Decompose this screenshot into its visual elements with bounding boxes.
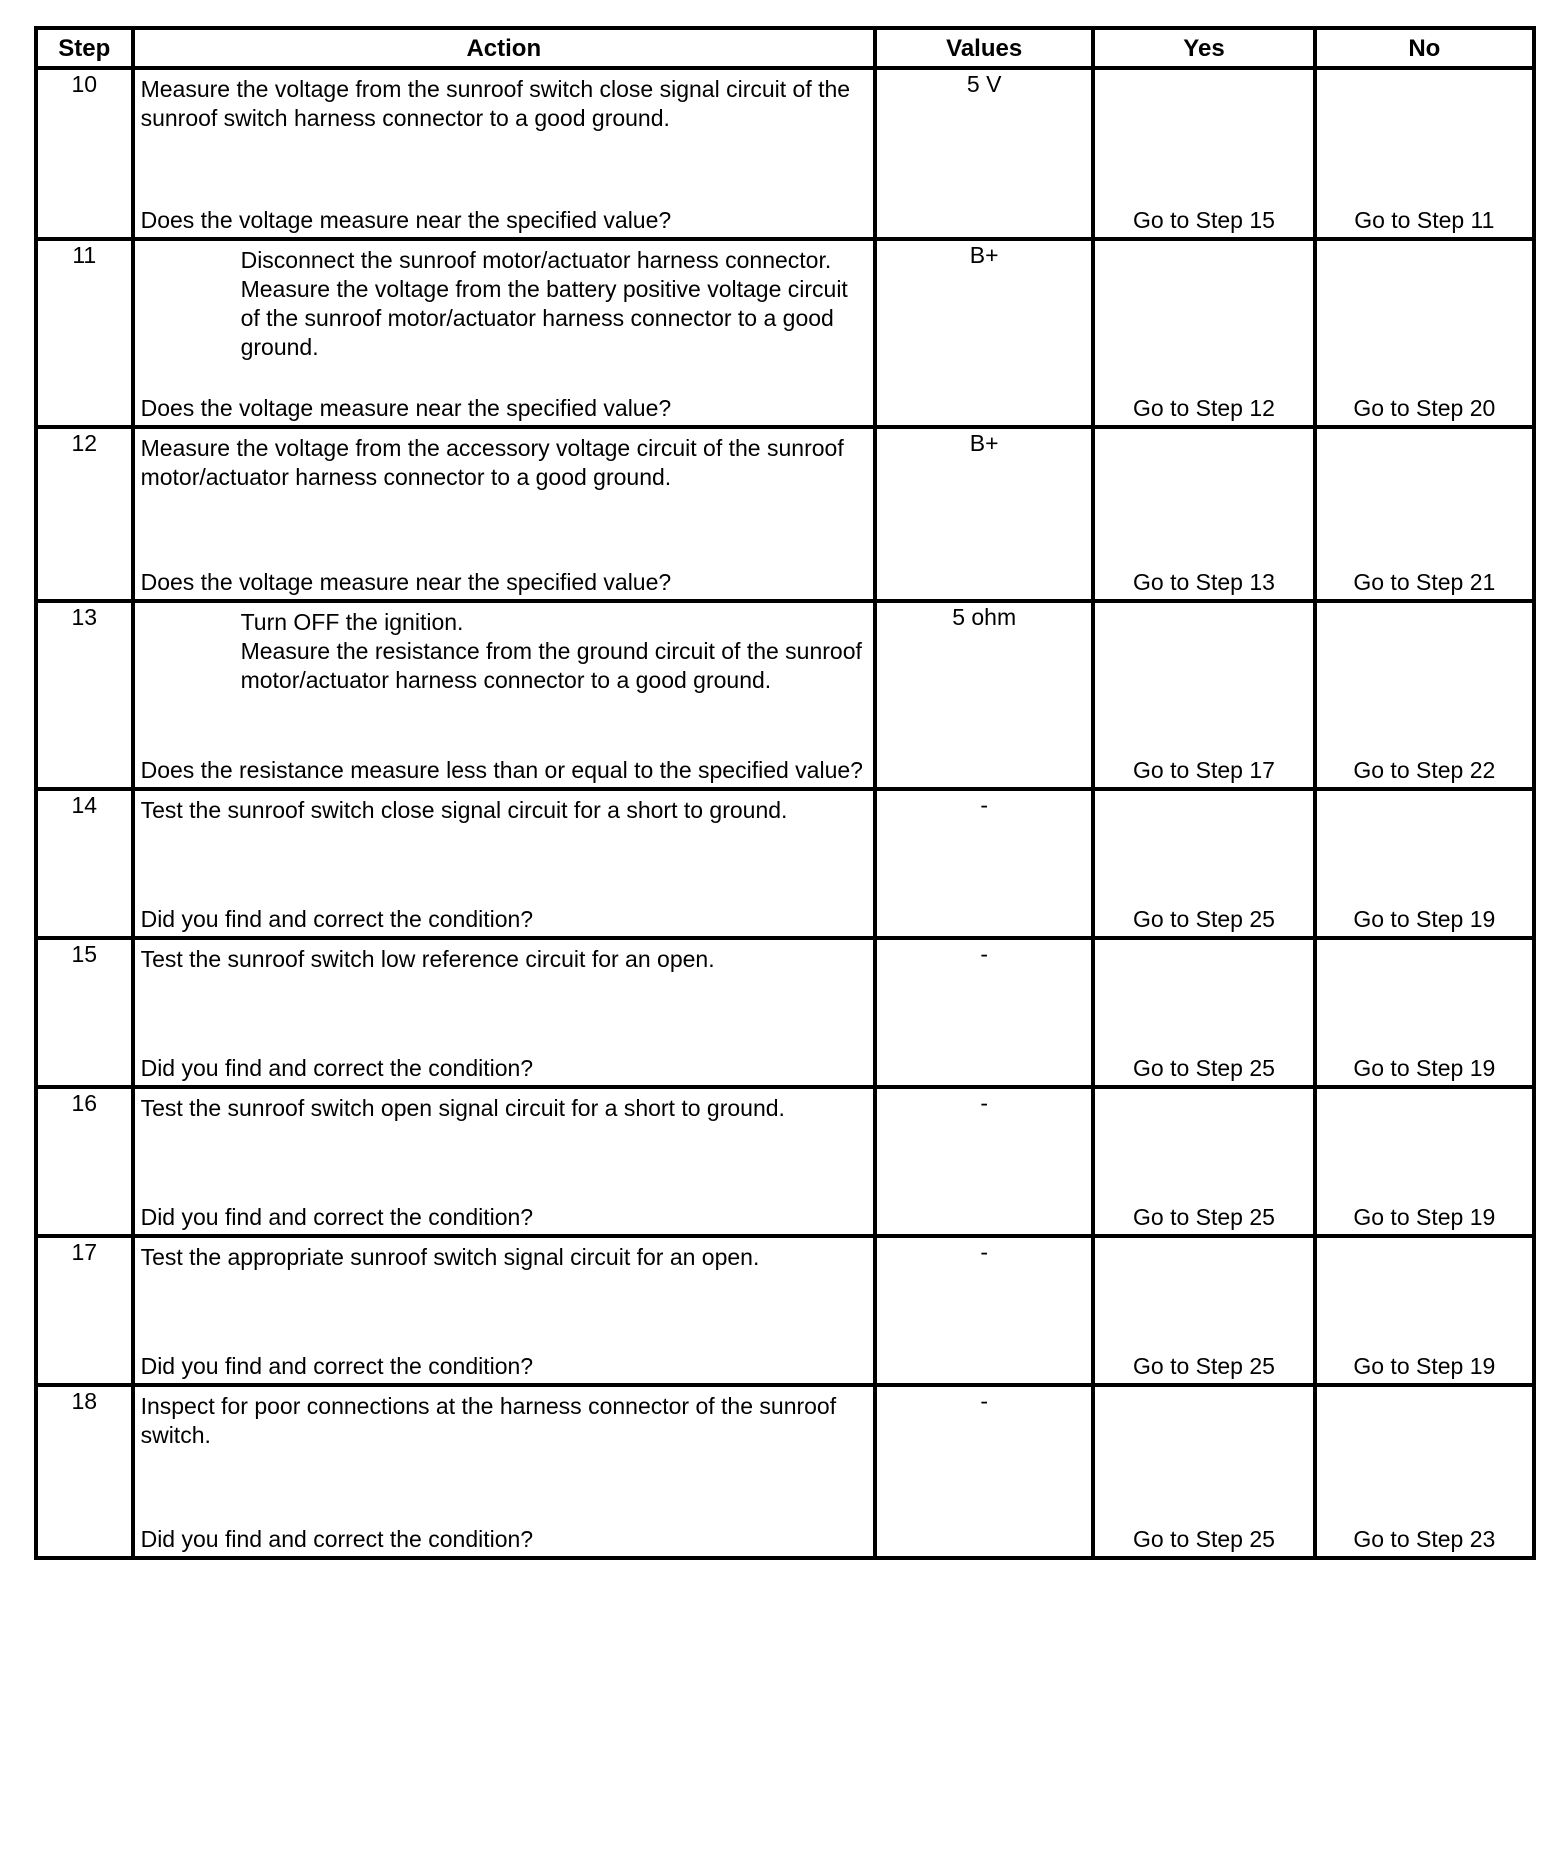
- yes-goto: Go to Step 25: [1133, 1353, 1275, 1379]
- value-cell: 5 V: [875, 68, 1093, 239]
- table-row: [36, 601, 1534, 789]
- table-row: [36, 789, 1534, 938]
- table-row: [36, 1385, 1534, 1558]
- yes-cell: [1093, 1236, 1314, 1385]
- table-row: [36, 1236, 1534, 1385]
- yes-goto: Go to Step 13: [1133, 569, 1275, 595]
- action-text: Measure the voltage from the accessory voltage circuit of the sunroof motor/actuator harness connector to a good ground.: [140, 435, 844, 490]
- table-row: [36, 239, 1534, 427]
- no-cell: [1315, 601, 1534, 789]
- value-cell: -: [875, 1236, 1093, 1385]
- step-number: 10: [36, 68, 133, 239]
- action-cell: [133, 938, 875, 1087]
- yes-cell: [1093, 239, 1314, 427]
- no-cell: [1315, 1236, 1534, 1385]
- no-goto: Go to Step 23: [1353, 1526, 1496, 1552]
- value-cell: 5 ohm: [875, 601, 1093, 789]
- action-text: [135, 241, 873, 362]
- no-goto: Go to Step 19: [1353, 1055, 1496, 1081]
- no-cell: [1315, 1385, 1534, 1558]
- action-text: Test the sunroof switch close signal circuit for a short to ground.: [140, 797, 788, 823]
- yes-goto: Go to Step 25: [1133, 1204, 1275, 1230]
- header-yes: Yes: [1093, 28, 1314, 68]
- action-text: Test the appropriate sunroof switch signal circuit for an open.: [140, 1244, 760, 1270]
- action-line-2: Measure the resistance from the ground circuit of the sunroof motor/actuator harness connector to a good ground.: [240, 638, 862, 693]
- yes-goto: Go to Step 17: [1133, 757, 1275, 783]
- yes-goto: Go to Step 15: [1133, 207, 1275, 233]
- yes-goto: Go to Step 25: [1133, 1055, 1275, 1081]
- value-cell: -: [875, 789, 1093, 938]
- yes-cell: [1093, 68, 1314, 239]
- action-cell: [133, 427, 875, 601]
- action-question: Did you find and correct the condition?: [140, 1353, 534, 1379]
- step-number: 11: [36, 239, 133, 427]
- table-row: [36, 938, 1534, 1087]
- step-number: 18: [36, 1385, 133, 1558]
- action-question: Does the voltage measure near the specified value?: [140, 207, 672, 233]
- header-row: [36, 28, 1534, 68]
- yes-cell: [1093, 789, 1314, 938]
- action-text: Test the sunroof switch low reference circuit for an open.: [140, 946, 715, 972]
- action-cell: [133, 68, 875, 239]
- action-cell: [133, 789, 875, 938]
- action-text: [135, 603, 873, 695]
- action-line-2: Measure the voltage from the battery positive voltage circuit of the sunroof motor/actuator harness connector to a good ground.: [240, 276, 848, 360]
- value-cell: B+: [875, 239, 1093, 427]
- no-cell: [1315, 68, 1534, 239]
- action-cell: [133, 1385, 875, 1558]
- action-cell: [133, 1236, 875, 1385]
- action-line-1: Turn OFF the ignition.: [240, 609, 464, 635]
- no-cell: [1315, 789, 1534, 938]
- table-row: [36, 68, 1534, 239]
- header-values: Values: [875, 28, 1093, 68]
- action-question: Did you find and correct the condition?: [140, 1526, 534, 1552]
- yes-cell: [1093, 427, 1314, 601]
- no-goto: Go to Step 19: [1353, 1204, 1496, 1230]
- header-step: Step: [36, 28, 133, 68]
- no-goto: Go to Step 19: [1353, 1353, 1496, 1379]
- no-cell: [1315, 1087, 1534, 1236]
- step-number: 17: [36, 1236, 133, 1385]
- yes-cell: [1093, 1385, 1314, 1558]
- table-row: [36, 427, 1534, 601]
- action-text: Measure the voltage from the sunroof switch close signal circuit of the sunroof switch harness connector to a good ground.: [140, 76, 851, 131]
- action-cell: [133, 601, 875, 789]
- value-cell: -: [875, 1087, 1093, 1236]
- action-question: Did you find and correct the condition?: [140, 906, 534, 932]
- action-question: Does the resistance measure less than or equal to the specified value?: [140, 757, 863, 783]
- step-number: 15: [36, 938, 133, 1087]
- value-cell: B+: [875, 427, 1093, 601]
- no-goto: Go to Step 19: [1353, 906, 1496, 932]
- no-cell: [1315, 239, 1534, 427]
- action-question: Did you find and correct the condition?: [140, 1055, 534, 1081]
- yes-cell: [1093, 1087, 1314, 1236]
- action-text: Test the sunroof switch open signal circuit for a short to ground.: [140, 1095, 785, 1121]
- step-number: 16: [36, 1087, 133, 1236]
- yes-cell: [1093, 601, 1314, 789]
- yes-cell: [1093, 938, 1314, 1087]
- action-question: Does the voltage measure near the specified value?: [140, 395, 672, 421]
- no-goto: Go to Step 21: [1353, 569, 1496, 595]
- action-question: Did you find and correct the condition?: [140, 1204, 534, 1230]
- step-number: 14: [36, 789, 133, 938]
- no-cell: [1315, 427, 1534, 601]
- action-text: Inspect for poor connections at the harness connector of the sunroof switch.: [140, 1393, 837, 1448]
- action-line-1: Disconnect the sunroof motor/actuator harness connector.: [240, 247, 832, 273]
- step-number: 12: [36, 427, 133, 601]
- yes-goto: Go to Step 25: [1133, 1526, 1275, 1552]
- action-question: Does the voltage measure near the specified value?: [140, 569, 672, 595]
- no-goto: Go to Step 11: [1354, 207, 1495, 233]
- table-row: [36, 1087, 1534, 1236]
- step-number: 13: [36, 601, 133, 789]
- action-cell: [133, 239, 875, 427]
- value-cell: -: [875, 938, 1093, 1087]
- diagnostic-table: [34, 26, 1536, 1560]
- header-no: No: [1315, 28, 1534, 68]
- value-cell: -: [875, 1385, 1093, 1558]
- header-action: Action: [133, 28, 875, 68]
- action-cell: [133, 1087, 875, 1236]
- no-goto: Go to Step 22: [1353, 757, 1496, 783]
- yes-goto: Go to Step 12: [1133, 395, 1275, 421]
- no-cell: [1315, 938, 1534, 1087]
- no-goto: Go to Step 20: [1353, 395, 1496, 421]
- yes-goto: Go to Step 25: [1133, 906, 1275, 932]
